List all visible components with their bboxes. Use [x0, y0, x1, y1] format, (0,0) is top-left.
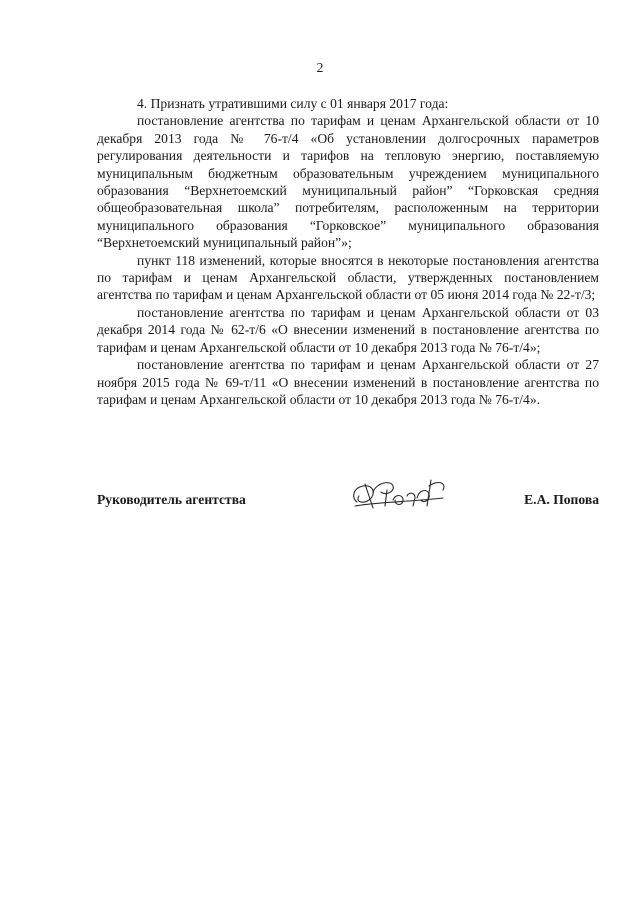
- signature-block: [97, 480, 599, 520]
- document-body: [97, 95, 599, 408]
- repealed-item-point-118: пункт 118 изменений, которые вносятся в некоторые постановления агентства по тарифам и ценам Архангельской области, утвержденных постановлением агентства по тарифам и ценам Архангельской области от 05 июня 2014 года № 22-т/3;: [97, 252, 599, 303]
- handwritten-signature: [347, 472, 457, 514]
- page-number: 2: [316, 60, 324, 75]
- repealed-item-resolution-62: постановление агентства по тарифам и ценам Архангельской области от 03 декабря 2014 года № 62-т/6 «О внесении изменений в постановление агентства по тарифам и ценам Архангельской области от 10 декабря 2013 года № 76-т/4»;: [97, 304, 599, 355]
- signer-title: Руководитель агентства: [97, 492, 246, 507]
- clause-4-heading: 4. Признать утратившими силу с 01 января 2017 года:: [137, 96, 449, 111]
- repealed-item-resolution-76: постановление агентства по тарифам и ценам Архангельской области от 10 декабря 2013 года № 76-т/4 «Об установлении долгосрочных параметров регулирования деятельности и тарифов на тепловую энергию, поставляемую муниципальным бюджетным образовательным учреждением муниципального образования “Верхнетоемский муниципальный район” “Горковская средняя общеобразовательная школа” потребителям, расположенным на территории муниципального образования “Горковское” муниципального образования “Верхнетоемский муниципальный район”»;: [97, 113, 599, 251]
- signer-name: Е.А. Попова: [524, 492, 599, 507]
- repealed-item-resolution-69: постановление агентства по тарифам и ценам Архангельской области от 27 ноября 2015 года № 69-т/11 «О внесении изменений в постановление агентства по тарифам и ценам Архангельской области от 10 декабря 2013 года № 76-т/4».: [97, 357, 599, 407]
